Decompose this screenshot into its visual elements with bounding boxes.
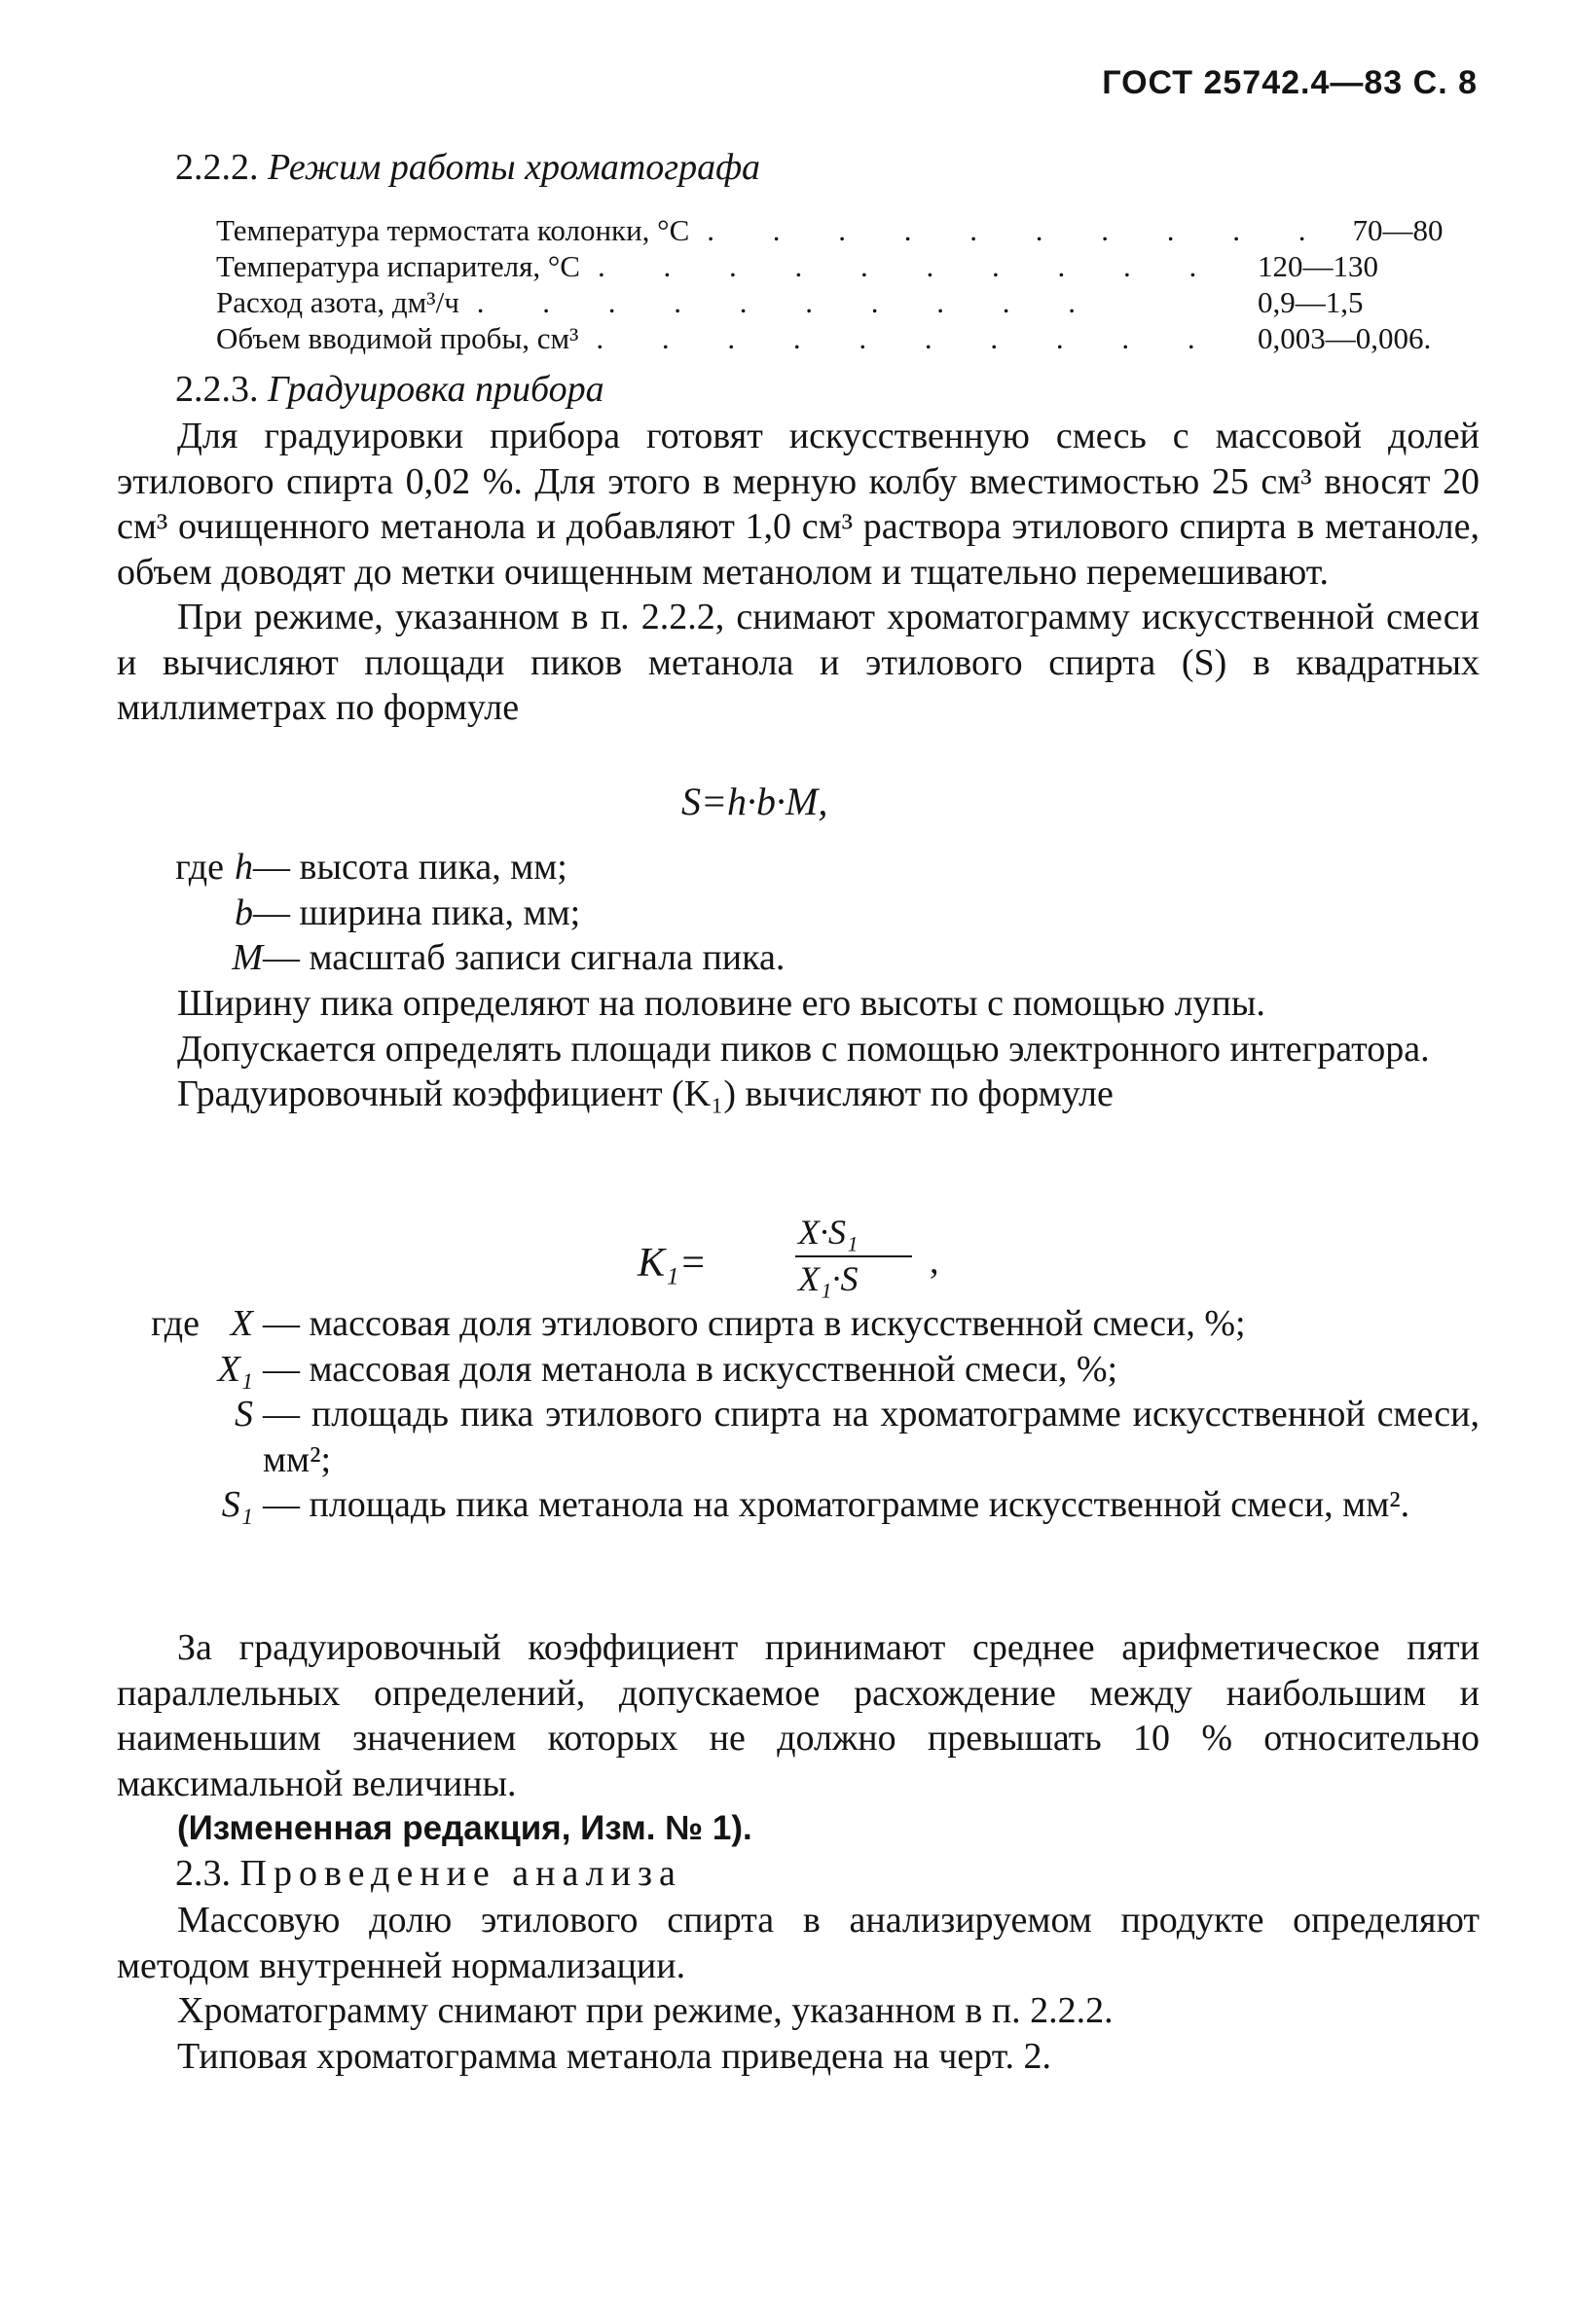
section-title: Режим работы хроматографа xyxy=(268,147,761,188)
parameter-row xyxy=(216,248,1472,284)
definition-row xyxy=(117,935,1480,981)
definition-lead xyxy=(117,890,224,936)
paragraph-preparation: Для градуировки прибора готовят искусственную смесь с массовой долей этилового спирта 0,02 %. Для этого в мерную колбу вместимостью 25 см³ вносят 20 см³ очищенного метанола и добавляют 1,0 см³ раствора этилового спирта в метаноле, объем доводят до метки очищенным метанолом и тщательно перемешивают. xyxy=(117,416,1480,593)
paragraph-block-2 xyxy=(117,981,1480,1117)
definitions-area xyxy=(117,845,1480,981)
definition-text: — массовая доля метанола в искусственной смеси, %; xyxy=(263,1348,1118,1390)
parameter-value: 0,003—0,006. xyxy=(1258,321,1432,355)
formula-area: S=h·b·M, xyxy=(681,780,828,823)
paragraph-peak-width: Ширину пика определяют на половине его высоты с помощью лупы. xyxy=(177,983,1265,1024)
definition-symbol: b xyxy=(235,891,253,933)
leader-dots: . . . . . . . . . . xyxy=(476,285,1102,319)
parameter-row xyxy=(216,320,1472,356)
definition-lead: где xyxy=(175,847,224,888)
parameter-value: 120—130 xyxy=(1258,249,1378,283)
definition-lead xyxy=(117,935,224,981)
page-header: ГОСТ 25742.4—83 С. 8 xyxy=(1102,64,1478,101)
section-title: Градуировка прибора xyxy=(268,369,604,410)
definitions-area-2 xyxy=(117,1301,1480,1528)
paragraph-block-4 xyxy=(117,1898,1480,2079)
definition-text: — площадь пика этилового спирта на хроматограмме искусственной смеси, мм²; xyxy=(263,1394,1480,1480)
definition-text: — масштаб записи сигнала пика. xyxy=(263,937,786,978)
definition-symbol: X₁ xyxy=(217,1348,253,1390)
definition-symbol: h xyxy=(235,847,253,888)
paragraph-integrator: Допускается определять площади пиков с помощью электронного интегратора. xyxy=(177,1028,1430,1070)
parameter-row xyxy=(216,284,1472,320)
definition-lead xyxy=(117,1392,200,1482)
paragraph-block-3 xyxy=(117,1625,1480,1852)
parameter-label: Температура термостата колонки, °С xyxy=(216,213,690,247)
fraction-bar xyxy=(795,1255,912,1257)
parameter-label: Температура испарителя, °С xyxy=(216,249,580,283)
section-2-2-3-heading xyxy=(175,368,604,411)
section-number: 2.3. xyxy=(175,1853,231,1894)
paragraph-block-1 xyxy=(117,414,1480,731)
definition-row xyxy=(117,1392,1480,1482)
definition-text: — массовая доля этилового спирта в искусственной смеси, %; xyxy=(263,1303,1246,1344)
formula-numerator: X·S₁ xyxy=(798,1213,859,1252)
formula-denominator: X₁·S xyxy=(798,1259,859,1298)
definition-text: — высота пика, мм; xyxy=(253,847,567,888)
definition-lead: где xyxy=(151,1303,200,1344)
formula-lhs: K₁= xyxy=(638,1241,707,1286)
parameter-value: 0,9—1,5 xyxy=(1258,285,1364,319)
paragraph-normalization: Массовую долю этилового спирта в анализируемом продукте определяют методом внутренней нормализации. xyxy=(117,1900,1480,1986)
paragraph-chromatogram: При режиме, указанном в п. 2.2.2, снимают хроматограмму искусственной смеси и вычисляют площади пиков метанола и этилового спирта (S) в квадратных миллиметрах по формуле xyxy=(117,597,1480,728)
definition-row xyxy=(117,1482,1480,1528)
parameter-row xyxy=(216,212,1472,248)
leader-dots: . . . . . . . . . . xyxy=(597,249,1223,283)
formula-tail: , xyxy=(930,1241,939,1282)
paragraph-mode: Хроматограмму снимают при режиме, указанном в п. 2.2.2. xyxy=(177,1990,1114,2031)
paragraph-figure-ref: Типовая хроматограмма метанола приведена на черт. 2. xyxy=(177,2035,1052,2077)
leader-dots: . . . . . . . . . . xyxy=(707,213,1332,247)
parameter-label: Объем вводимой пробы, см³ xyxy=(216,321,579,355)
section-number: 2.2.2. xyxy=(175,147,259,188)
section-number: 2.2.3. xyxy=(175,369,259,410)
section-title: Проведение анализа xyxy=(239,1853,682,1894)
definition-lead xyxy=(117,1347,200,1393)
paragraph-coefficient: Градуировочный коэффициент (K₁) вычисляют по формуле xyxy=(177,1073,1114,1114)
definition-lead xyxy=(117,1482,200,1528)
definition-symbol: X xyxy=(230,1303,253,1344)
section-2-2-2-heading xyxy=(175,146,760,189)
paragraph-average: За градуировочный коэффициент принимают среднее арифметическое пяти параллельных определений, допускаемое расхождение между наибольшим и наименьшим значением которых не должно превышать 10 % относительно максимальной величины. xyxy=(117,1627,1480,1804)
definition-row xyxy=(117,845,1480,890)
definition-row xyxy=(117,1301,1480,1347)
definition-text: — площадь пика метанола на хроматограмме искусственной смеси, мм². xyxy=(263,1484,1410,1525)
definition-symbol: S₁ xyxy=(221,1484,253,1525)
definition-row xyxy=(117,1347,1480,1393)
definition-row xyxy=(117,890,1480,936)
amendment-note: (Измененная редакция, Изм. № 1). xyxy=(177,1809,752,1847)
parameter-value: 70—80 xyxy=(1352,213,1444,247)
leader-dots: . . . . . . . . . . xyxy=(596,321,1221,355)
parameters-table xyxy=(216,212,1472,356)
section-2-3-heading xyxy=(175,1852,682,1895)
definition-symbol: S xyxy=(235,1394,253,1434)
definition-symbol: M xyxy=(232,937,263,978)
definition-text: — ширина пика, мм; xyxy=(253,891,581,933)
parameter-label: Расход азота, дм³/ч xyxy=(216,285,459,319)
